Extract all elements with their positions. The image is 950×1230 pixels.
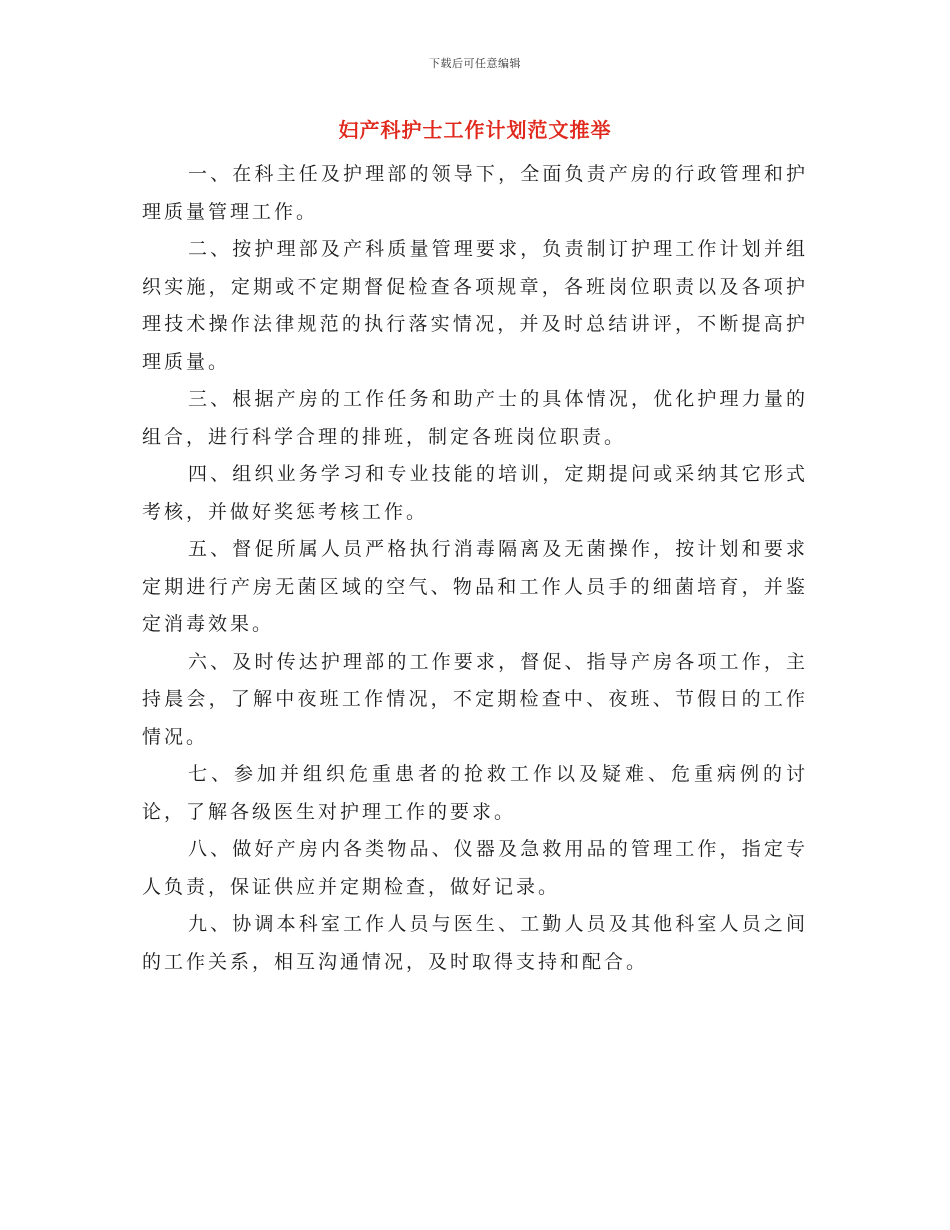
paragraph-9: 九、协调本科室工作人员与医生、工勤人员及其他科室人员之间的工作关系，相互沟通情况，及时取得支持和配合。 — [142, 913, 808, 973]
header-note: 下载后可任意编辑 — [429, 57, 521, 70]
paragraph-8: 八、做好产房内各类物品、仪器及急救用品的管理工作，指定专人负责，保证供应并定期检查，做好记录。 — [142, 838, 808, 898]
paragraph-2: 二、按护理部及产科质量管理要求，负责制订护理工作计划并组织实施，定期或不定期督促检查各项规章，各班岗位职责以及各项护理技术操作法律规范的执行落实情况，并及时总结讲评，不断提高护理质量。 — [142, 238, 808, 373]
paragraph-5: 五、督促所属人员严格执行消毒隔离及无菌操作，按计划和要求定期进行产房无菌区域的空气、物品和工作人员手的细菌培育，并鉴定消毒效果。 — [142, 538, 808, 635]
paragraph-3: 三、根据产房的工作任务和助产士的具体情况，优化护理力量的组合，进行科学合理的排班，制定各班岗位职责。 — [142, 388, 808, 448]
document-title: 妇产科护士工作计划范文推举 — [338, 118, 612, 142]
paragraph-6: 六、及时传达护理部的工作要求，督促、指导产房各项工作，主持晨会，了解中夜班工作情况，不定期检查中、夜班、节假日的工作情况。 — [142, 650, 808, 748]
paragraph-7: 七、参加并组织危重患者的抢救工作以及疑难、危重病例的讨论，了解各级医生对护理工作的要求。 — [142, 763, 808, 823]
paragraph-4: 四、组织业务学习和专业技能的培训，定期提问或采纳其它形式考核，并做好奖惩考核工作。 — [142, 463, 808, 523]
paragraph-1: 一、在科主任及护理部的领导下，全面负责产房的行政管理和护理质量管理工作。 — [142, 163, 808, 223]
document-body — [142, 156, 808, 981]
